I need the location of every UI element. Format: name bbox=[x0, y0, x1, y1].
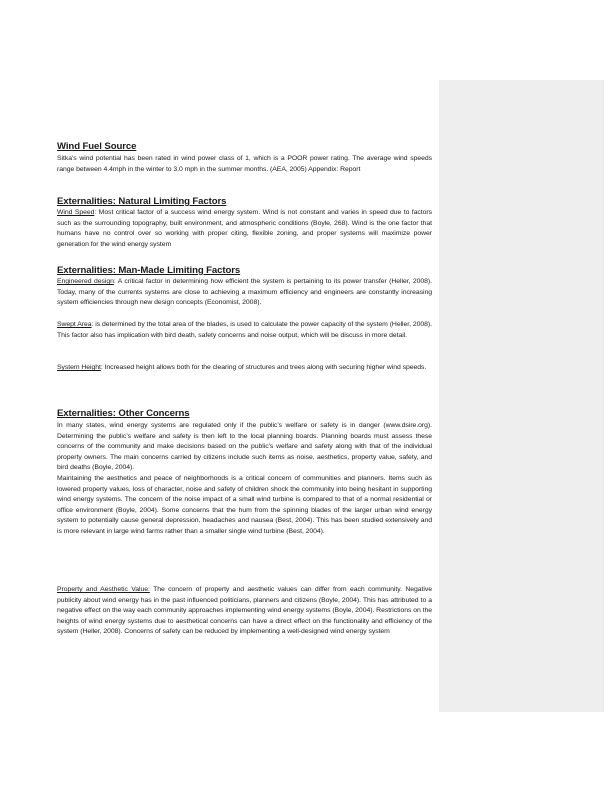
paragraph-text: : Most critical factor of a success wind energy system. Wind is not constant and varies in speed due to factors such as the surrounding topography, built environment, and atmospheric conditions (Boyle, 268). Wind is the one factor that humans have no control over so working with proper citing, flexible zoning, and proper systems will maximize power generation for the wind energy system bbox=[57, 209, 432, 248]
paragraph-text: Sitka’s wind potential has been rated in wind power class of 1, which is a POOR power rating. The average wind speeds range between 4.4mph in the winter to 3.0 mph in the summer months. (AEA, 2005) Appendix: Report bbox=[57, 155, 432, 173]
term-label: Engineered design bbox=[57, 278, 114, 285]
paragraph bbox=[57, 363, 432, 374]
paragraph-text: Maintaining the aesthetics and peace of neighborhoods is a critical concern of communities and planners. Items such as lowered property values, loss of character, noise and safety of children shock the community into being hesitant in supporting wind energy systems. The concern of the noise impact of a small wind turbine is compared to that of a normal residential or office environment (Boyle, 2004). Some concerns that the hum from the spinning blades of the larger urban wind energy system to potentially cause general depression, headaches and nausea (Best, 2004). This has been studied extensively and is more relevant in large wind farms rather than a smaller single wind turbine (Best, 2004). bbox=[57, 475, 432, 535]
term-label: System Height bbox=[57, 364, 101, 371]
paragraph-text: : A critical factor in determining how efficient the system is pertaining to its power transfer (Heller, 2008). Today, many of the currents systems are close to achieving a maximum efficiency and engineers are constantly increasing system efficiencies through new design concepts (Economist, 2008). bbox=[57, 278, 432, 307]
comment-pane bbox=[439, 80, 604, 712]
term-label: Property and Aesthetic Value: bbox=[57, 586, 150, 593]
heading-other-concerns: Externalities: Other Concerns bbox=[57, 408, 190, 419]
paragraph bbox=[57, 320, 432, 341]
heading-wind-fuel-source: Wind Fuel Source bbox=[57, 141, 137, 152]
heading-natural-limiting-factors: Externalities: Natural Limiting Factors bbox=[57, 196, 227, 207]
paragraph-text: : Increased height allows both for the clearing of structures and trees along with securing higher wind speeds. bbox=[100, 364, 427, 371]
paragraph-text: : is determined by the total area of the blades, is used to calculate the power capacity of the system (Heller, 2008). This factor also has implication with bird death, safety concerns and noise output, which will be discuss in more detail. bbox=[57, 321, 432, 339]
term-label: Swept Area bbox=[57, 321, 92, 328]
paragraph bbox=[57, 154, 432, 175]
paragraph-text: In many states, wind energy systems are regulated only if the public’s welfare or safety is in danger (www.dsire.org). Determining the public’s welfare and safety is then left to the local planning boards. Planning boards must assess these concerns of the community and make decisions based on the public’s welfare and safety along with that of the individual property owners. The main concerns carried by citizens include such items as noise, aesthetics, property value, safety, and bird deaths (Boyle, 2004). bbox=[57, 422, 432, 472]
paragraph bbox=[57, 421, 432, 474]
paragraph bbox=[57, 208, 432, 250]
paragraph bbox=[57, 585, 432, 638]
paragraph bbox=[57, 277, 432, 309]
paragraph-text: The concern of property and aesthetic values can differ from each community. Negative publicity about wind energy has in the past influenced politicians, planners and citizens (Boyle, 2004). This has attributed to a negative effect on the way each community approaches implementing wind energy systems (Boyle, 2004). Restrictions on the heights of wind energy systems due to aesthetical concerns can have a direct effect on the functionality and efficiency of the system (Heller, 2008). Concerns of safety can be reduced by implementing a well-designed wind energy system bbox=[57, 586, 432, 636]
term-label: Wind Speed bbox=[57, 209, 95, 216]
heading-man-made-limiting-factors: Externalities: Man-Made Limiting Factors bbox=[57, 265, 241, 276]
paragraph bbox=[57, 474, 432, 537]
